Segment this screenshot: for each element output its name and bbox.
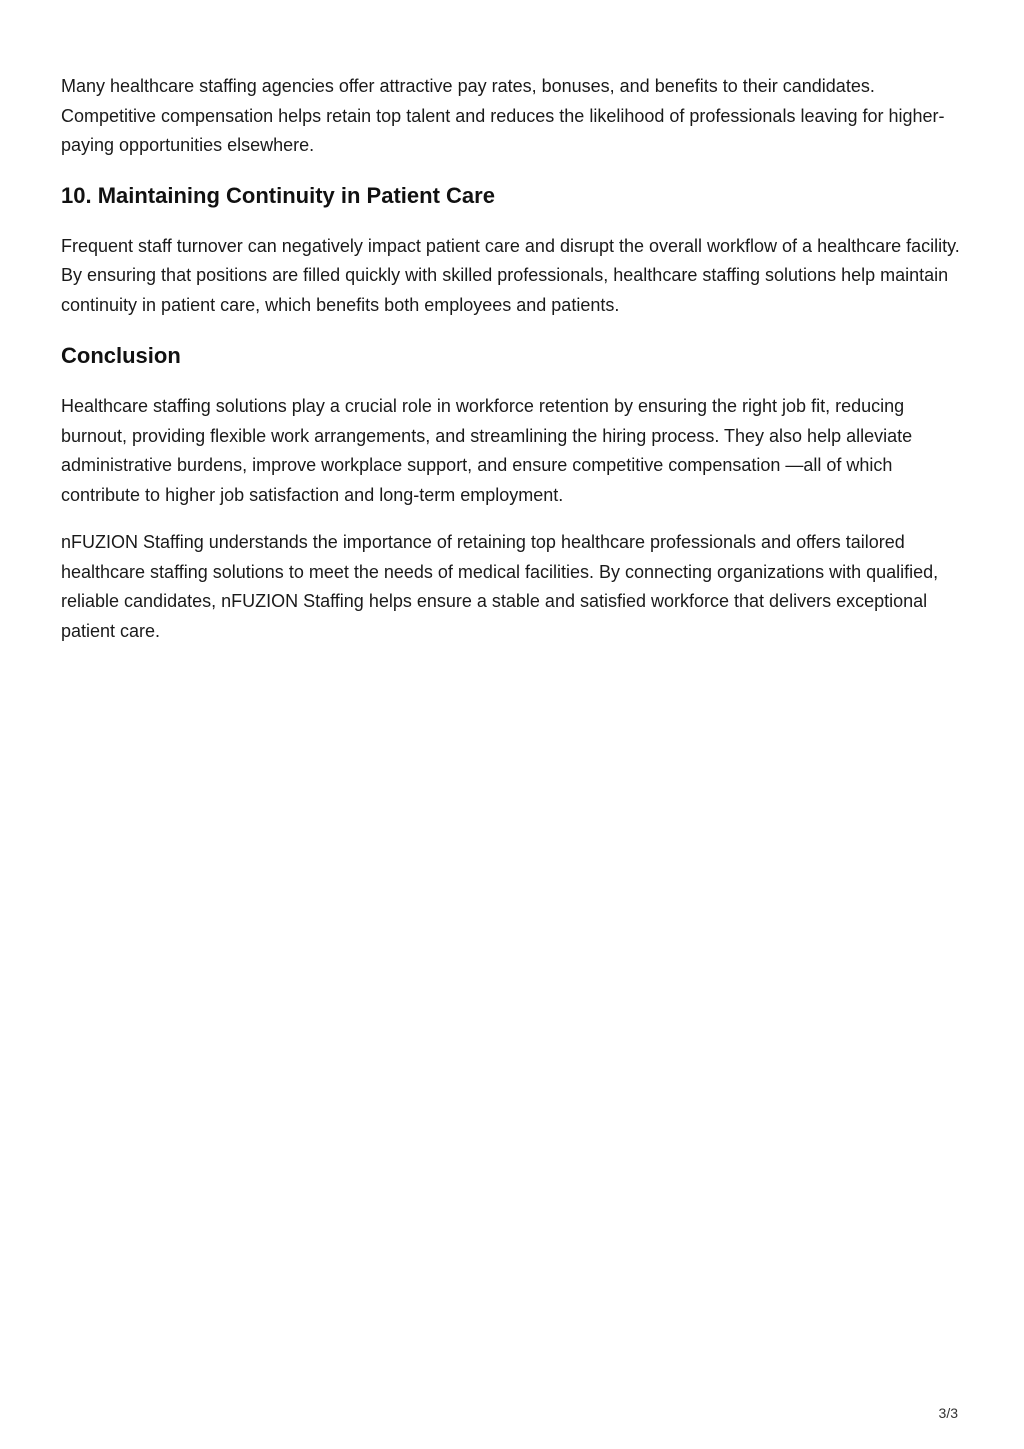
document-body <box>61 72 961 646</box>
paragraph-compensation: Many healthcare staffing agencies offer attractive pay rates, bonuses, and benefits to their candidates. Competitive compensation helps retain top talent and reduces the likelihood of professionals leaving for higher-paying opportunities elsewhere. <box>61 76 945 155</box>
section-heading-continuity: 10. Maintaining Continuity in Patient Care <box>61 182 495 208</box>
section-heading-conclusion: Conclusion <box>61 343 181 368</box>
paragraph-conclusion-2: nFUZION Staffing understands the importance of retaining top healthcare professionals and offers tailored healthcare staffing solutions to meet the needs of medical facilities. By connecting organizations with qualified, reliable candidates, nFUZION Staffing helps ensure a stable and satisfied workforce that delivers exceptional patient care. <box>61 532 939 641</box>
page-number: 3/3 <box>938 1405 958 1421</box>
paragraph-conclusion-1: Healthcare staffing solutions play a crucial role in workforce retention by ensuring the right job fit, reducing burnout, providing flexible work arrangements, and streamlining the hiring process. They also help alleviate administrative burdens, improve workplace support, and ensure competitive compensation —all of which contribute to higher job satisfaction and long-term employment. <box>61 396 913 505</box>
paragraph-continuity: Frequent staff turnover can negatively impact patient care and disrupt the overall workflow of a healthcare facility. By ensuring that positions are filled quickly with skilled professionals, healthcare staffing solutions help maintain continuity in patient care, which benefits both employees and patients. <box>61 235 960 315</box>
